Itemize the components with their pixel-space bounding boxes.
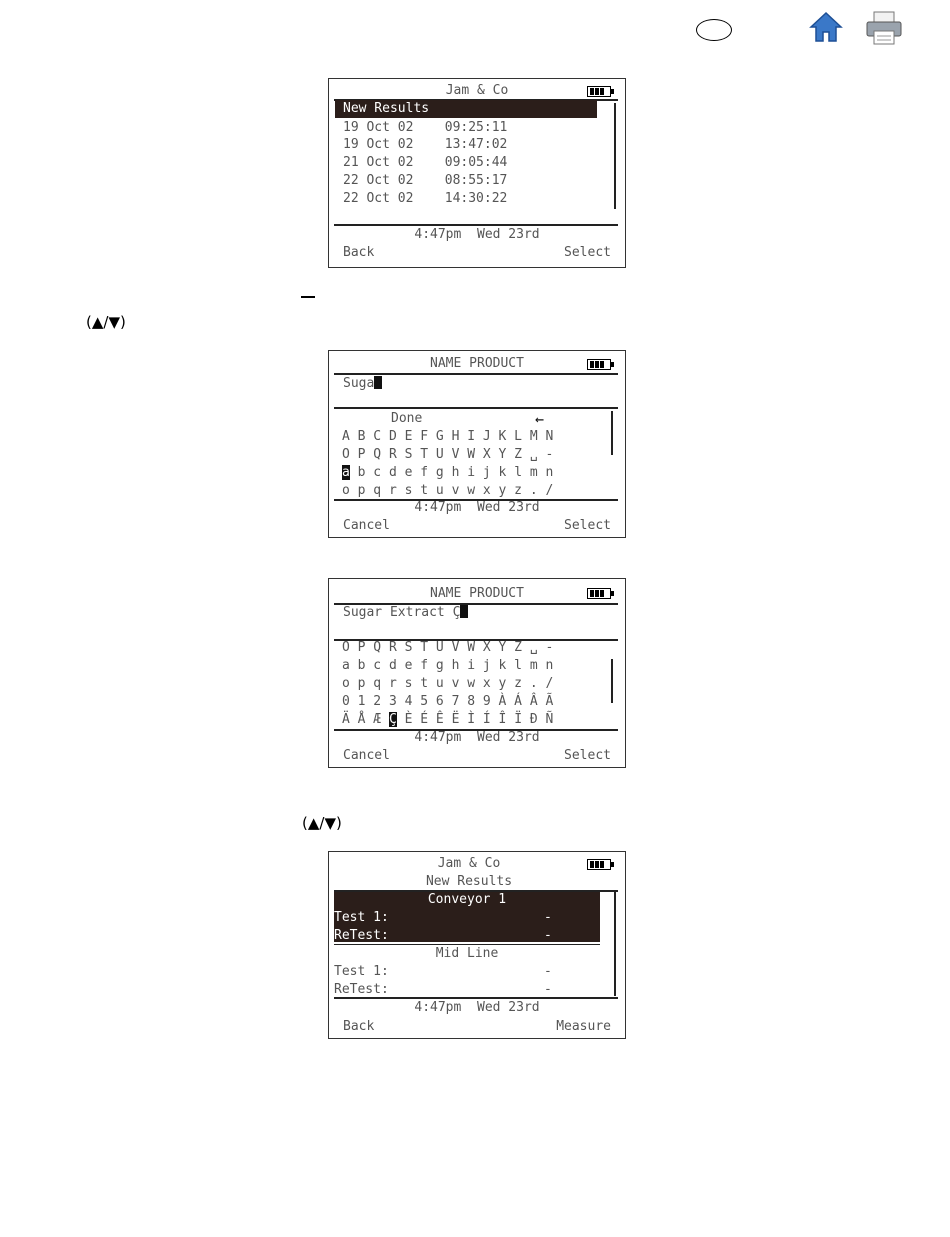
keyboard-row[interactable]: o p q r s t u v w x y z . / bbox=[342, 676, 554, 691]
keyboard-row[interactable]: a b c d e f g h i j k l m n bbox=[342, 658, 554, 673]
status-time: 4:47pm Wed 23rd bbox=[414, 227, 540, 242]
scrollbar[interactable] bbox=[611, 659, 613, 703]
select-softkey[interactable]: Select bbox=[564, 518, 611, 533]
status-time: 4:47pm Wed 23rd bbox=[414, 730, 540, 745]
back-softkey[interactable]: Back bbox=[343, 1019, 375, 1034]
battery-icon bbox=[587, 86, 611, 97]
test-label: Test 1: bbox=[334, 964, 389, 979]
battery-icon bbox=[587, 859, 611, 870]
back-softkey[interactable]: Back bbox=[343, 245, 375, 260]
text-cursor bbox=[460, 605, 468, 618]
test-label: Test 1: bbox=[334, 910, 389, 925]
list-item[interactable]: 22 Oct 02 14:30:22 bbox=[343, 191, 508, 206]
screen-title: NAME PRODUCT bbox=[430, 356, 524, 371]
printer-icon[interactable] bbox=[864, 9, 904, 47]
keyboard-row[interactable]: a b c d e f g h i j k l m n bbox=[342, 465, 554, 480]
measure-softkey[interactable]: Measure bbox=[556, 1019, 611, 1034]
list-item-new-results[interactable]: New Results bbox=[335, 100, 597, 118]
retest-value: - bbox=[544, 982, 552, 997]
done-key[interactable]: Done bbox=[391, 411, 423, 426]
screen-results-list bbox=[328, 78, 626, 268]
screen-name-product-1 bbox=[328, 350, 626, 538]
screen-subtitle: New Results bbox=[425, 874, 513, 889]
scrollbar[interactable] bbox=[611, 411, 613, 455]
select-softkey[interactable]: Select bbox=[564, 748, 611, 763]
cancel-softkey[interactable]: Cancel bbox=[343, 518, 390, 533]
retest-label: ReTest: bbox=[334, 928, 389, 943]
select-softkey[interactable]: Select bbox=[564, 245, 611, 260]
group-conveyor-1[interactable] bbox=[334, 892, 600, 942]
backspace-key[interactable]: ← bbox=[535, 410, 545, 428]
text-cursor bbox=[374, 376, 382, 389]
keyboard-row[interactable]: Ä Å Æ Ç È É Ê Ë Ì Í Î Ï Ð Ñ bbox=[342, 712, 554, 727]
keyboard-row[interactable]: A B C D E F G H I J K L M N bbox=[342, 429, 554, 444]
scrollbar[interactable] bbox=[614, 103, 616, 209]
group-title-mid-line[interactable]: Mid Line bbox=[435, 946, 499, 961]
list-item[interactable]: 22 Oct 02 08:55:17 bbox=[343, 173, 508, 188]
status-time: 4:47pm Wed 23rd bbox=[414, 500, 540, 515]
battery-icon bbox=[587, 359, 611, 370]
screen-name-product-2 bbox=[328, 578, 626, 768]
group-title: Conveyor 1 bbox=[427, 892, 507, 907]
test-value: - bbox=[544, 964, 552, 979]
list-item[interactable]: 21 Oct 02 09:05:44 bbox=[343, 155, 508, 170]
selected-key[interactable]: Ç bbox=[388, 712, 397, 727]
name-input[interactable]: Suga bbox=[343, 375, 382, 393]
retest-value: - bbox=[544, 928, 552, 943]
screen-title: NAME PRODUCT bbox=[430, 586, 524, 601]
keyboard-row[interactable]: 0 1 2 3 4 5 6 7 8 9 À Á Â Ã bbox=[342, 694, 554, 709]
test-value: - bbox=[544, 910, 552, 925]
home-icon[interactable] bbox=[808, 9, 844, 45]
arrow-keys-note: (▲/▼) bbox=[302, 814, 342, 832]
status-time: 4:47pm Wed 23rd bbox=[414, 1000, 540, 1015]
keyboard-row[interactable]: o p q r s t u v w x y z . / bbox=[342, 483, 554, 498]
cancel-softkey[interactable]: Cancel bbox=[343, 748, 390, 763]
list-item[interactable]: 19 Oct 02 09:25:11 bbox=[343, 120, 508, 135]
screen-new-results bbox=[328, 851, 626, 1039]
backspace-marker bbox=[301, 296, 315, 298]
scrollbar[interactable] bbox=[614, 892, 616, 996]
selected-key[interactable]: a bbox=[342, 465, 350, 480]
language-oval-button[interactable] bbox=[696, 19, 732, 41]
list-item[interactable]: 19 Oct 02 13:47:02 bbox=[343, 137, 508, 152]
screen-title: Jam & Co bbox=[445, 83, 509, 98]
arrow-keys-note: (▲/▼) bbox=[86, 313, 126, 331]
battery-icon bbox=[587, 588, 611, 599]
keyboard-row[interactable]: O P Q R S T U V W X Y Z ␣ - bbox=[342, 447, 554, 462]
name-input[interactable]: Sugar Extract Ç bbox=[343, 604, 468, 622]
retest-label: ReTest: bbox=[334, 982, 389, 997]
screen-title: Jam & Co bbox=[437, 856, 501, 871]
keyboard-row[interactable]: O P Q R S T U V W X Y Z ␣ - bbox=[342, 640, 554, 655]
